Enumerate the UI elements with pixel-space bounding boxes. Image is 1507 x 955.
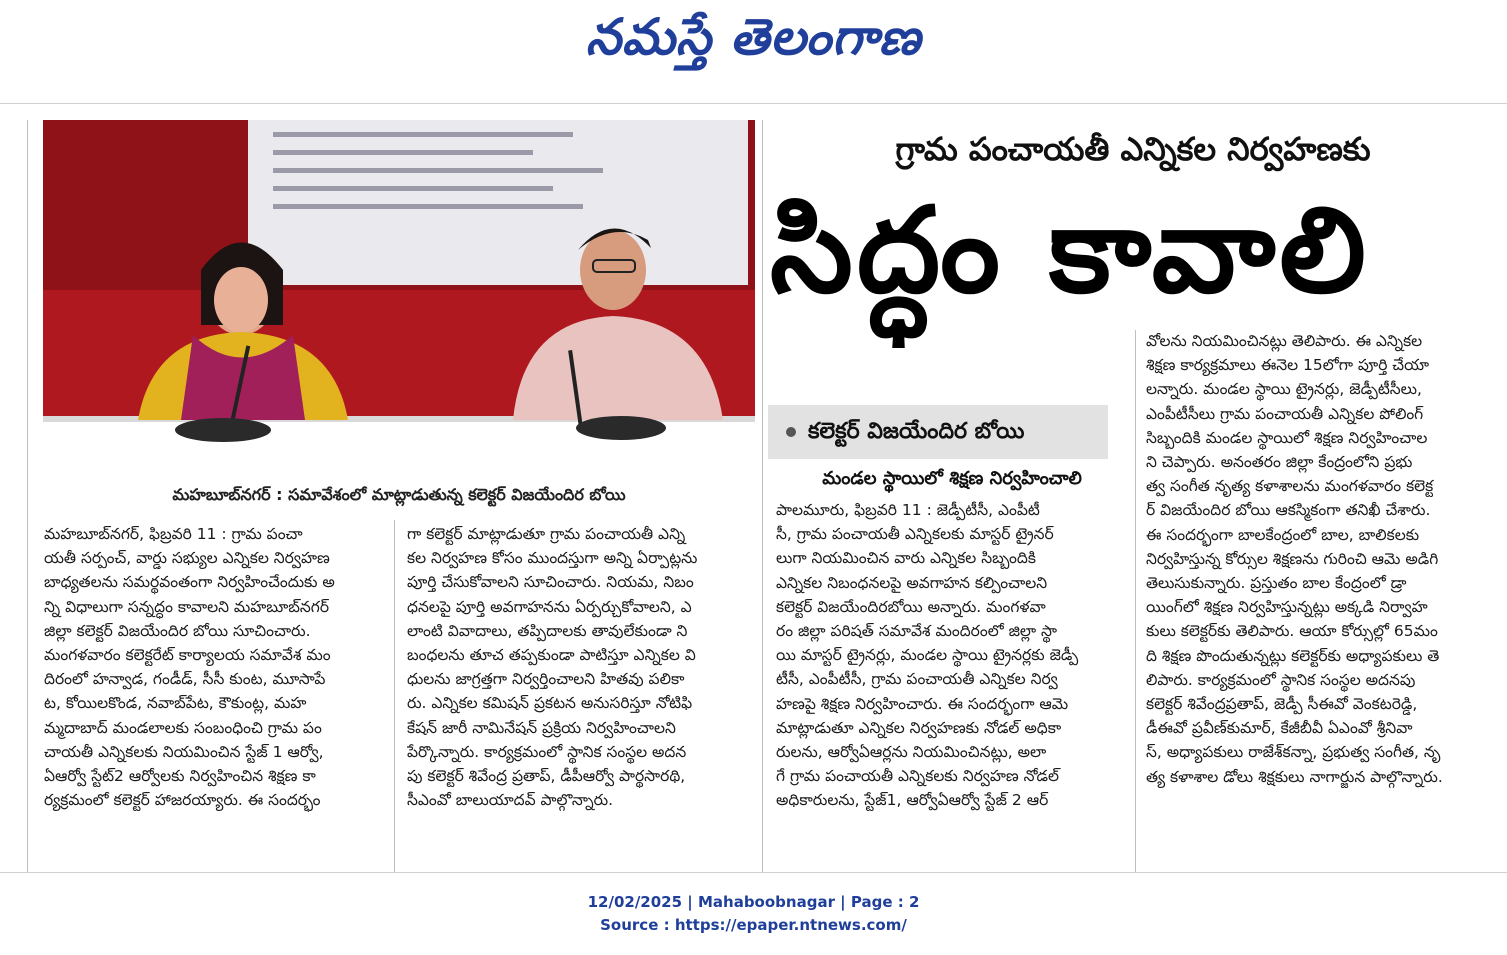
text-line: కులు కలెక్టర్‌కు తెలిపారు. ఆయా కోర్సుల్లో 65మం — [1146, 622, 1438, 641]
text-line: ధులను జాగ్రత్తగా నిర్వర్తించాలని హితవు పలికా — [407, 670, 685, 689]
text-line: ట, కోయిలకొండ, నవాబ్‌పేట, కౌకుంట్ల, మహ — [44, 694, 307, 713]
text-line: ర్యక్రమంలో కలెక్టర్ హాజరయ్యారు. ఈ సందర్భం — [44, 791, 321, 810]
text-line: త్య కళాశాల డోలు శిక్షకులు నాగార్జున పాల్గొన్నారు. — [1146, 767, 1443, 786]
text-line: అధికారులను, స్టేజ్1, ఆర్వోఏఆర్వో స్టేజ్ 2 ఆర్ — [776, 791, 1049, 810]
text-line: శిక్షణ కార్యక్రమాలు ఈనెల 15లోగా పూర్తి చేయా — [1146, 356, 1429, 375]
text-line: యింగ్‌లో శిక్షణ నిర్వహిస్తున్నట్లు అక్కడి నిర్వాహ — [1146, 598, 1428, 617]
text-line: ఎంపీటీసీలు గ్రామ పంచాయతీ ఎన్నికల పోలింగ్ — [1146, 404, 1424, 423]
article-column-2 — [407, 522, 755, 812]
text-line: నిర్వహిస్తున్న కోర్సుల శిక్షణను గురించి ఆమె అడిగి — [1146, 549, 1439, 568]
text-line: కల నిర్వహణ కోసం ముందస్తుగా అన్ని ఏర్పాట్లను — [407, 549, 698, 568]
footer-date-edition: 12/02/2025 | Mahaboobnagar | Page : 2 — [587, 893, 920, 911]
text-line: లిపారు. కార్యక్రమంలో స్థానిక సంస్థల అదనపు — [1146, 670, 1416, 689]
photo-caption: మహబూబ్‌నగర్ : సమావేశంలో మాట్లాడుతున్న కలెక్టర్ విజయేందిర బోయి — [172, 485, 626, 504]
text-line: సీ, గ్రామ పంచాయతీ ఎన్నికలకు మాస్టర్ ట్రైనర్ — [776, 525, 1054, 544]
masthead-divider — [0, 103, 1507, 104]
text-line: చాయతీ ఎన్నికలకు నియమించిన స్టేజ్ 1 ఆర్వో, — [44, 742, 324, 761]
text-line: లన్నారు. మండల స్థాయి ట్రైనర్లు, జెడ్పీటీసీలు, — [1146, 380, 1422, 399]
text-line: కలెక్టర్ విజయేందిరబోయి అన్నారు. మంగళవా — [776, 597, 1046, 616]
text-line: బంధలను తూచ తప్పకుండా పాటిస్తూ ఎన్నికల వి — [407, 646, 696, 665]
masthead — [0, 0, 1507, 100]
text-line: కలెక్టర్ శివేంద్రప్రతాప్, జెడ్పీ సీఈవో వెంకటరెడ్డి, — [1146, 695, 1418, 714]
column-divider — [762, 120, 763, 872]
text-line: ఈ సందర్భంగా బాలకేంద్రంలో బాల, బాలికలకు — [1146, 525, 1420, 544]
article-subhead: మండల స్థాయిలో శిక్షణ నిర్వహించాలి — [822, 468, 1082, 489]
text-line: యి మాస్టర్ ట్రైనర్లు, మండల స్థాయి ట్రైనర్లకు జెడ్పీ — [776, 646, 1079, 665]
footer-source-link[interactable]: Source : https://epaper.ntnews.com/ — [600, 916, 907, 934]
text-line: గే గ్రామ పంచాయతీ ఎన్నికలకు నిర్వహణ నోడల్ — [776, 767, 1059, 786]
text-line: సీఎంవో బాలుయాదవ్ పాల్గొన్నారు. — [407, 791, 614, 810]
article-column-1 — [44, 522, 388, 812]
masthead-logo: నమస్తే తెలంగాణ — [585, 8, 922, 66]
text-line: పాలమూరు, ఫిబ్రవరి 11 : జెడ్పీటీసీ, ఎంపీటీ — [776, 501, 1040, 519]
text-line: పు కలెక్టర్ శివేంద్ర ప్రతాప్, డీపీఆర్వో పార్థసారథి, — [407, 767, 686, 786]
text-line: యతీ సర్పంచ్, వార్డు సభ్యుల ఎన్నికల నిర్వహణ — [44, 549, 330, 568]
text-line: న్ని విధాలుగా సన్నద్ధం కావాలని మహబూబ్‌నగర్ — [44, 597, 330, 616]
text-line: రం జిల్లా పరిషత్ సమావేశ మందిరంలో జిల్లా స్థా — [776, 622, 1058, 641]
bullet-icon — [786, 427, 796, 437]
text-line: గా కలెక్టర్ మాట్లాడుతూ గ్రామ పంచాయతీ ఎన్ని — [407, 525, 686, 543]
byline-box — [768, 405, 1108, 459]
text-line: రు. ఎన్నికల కమిషన్ ప్రకటన అనుసరిస్తూ నోటిఫి — [407, 694, 693, 713]
text-line: ది శిక్షణ పొందుతున్నట్లు కలెక్టర్‌కు అధ్యాపకులు తె — [1146, 646, 1440, 665]
text-line: వోలను నియమించినట్లు తెలిపారు. ఈ ఎన్నికల — [1146, 332, 1423, 350]
text-line: మహబూబ్‌నగర్, ఫిబ్రవరి 11 : గ్రామ పంచా — [44, 525, 303, 543]
text-line: ఏఆర్వో స్టేట్2 ఆర్వోలకు నిర్వహించిన శిక్షణ కా — [44, 767, 316, 786]
text-line: తెలుసుకున్నారు. ప్రస్తుతం బాల కేంద్రంలో డ్రా — [1146, 574, 1407, 593]
text-line: ధనలపై పూర్తి అవగాహనను ఏర్పర్చుకోవాలని, ఎ — [407, 597, 692, 616]
text-line: ర్ విజయేందిర బోయి ఆకస్మికంగా తనిఖీ చేశారు. — [1146, 501, 1431, 520]
text-line: కేషన్ జారీ నామినేషన్ ప్రక్రియ నిర్వహించాలని — [407, 718, 676, 737]
column-divider — [1135, 330, 1136, 872]
article-column-3 — [776, 498, 1128, 813]
text-line: బాధ్యతలను సమర్థవంతంగా నిర్వహించేందుకు అ — [44, 573, 335, 592]
text-line: మ్మదాబాద్ మండలాలకు సంబంధించి గ్రామ పం — [44, 718, 322, 737]
column-divider — [394, 520, 395, 872]
text-line: స్, అధ్యాపకులు రాజేశ్‌కన్నా, ప్రభుత్వ సంగీత, నృ — [1146, 743, 1441, 762]
article-column-4 — [1146, 329, 1500, 789]
text-line: మంగళవారం కలెక్టరేట్ కార్యాలయ సమావేశ మం — [44, 646, 331, 665]
text-line: సిబ్బందికి మండల స్థాయిలో శిక్షణ నిర్వహించాల — [1146, 428, 1428, 447]
column-divider — [27, 120, 28, 872]
text-line: టీసీ, ఎంపీటీసీ, గ్రామ పంచాయతీ ఎన్నికల నిర్వ — [776, 670, 1058, 689]
text-line: త్వ సంగీత నృత్య కళాశాలను మంగళవారం కలెక్ట — [1146, 477, 1434, 496]
text-line: మాట్లాడుతూ ఎన్నికల నిర్వహణకు నోడల్ అధికా — [776, 718, 1062, 737]
text-line: దిరంలో హన్వాడ, గండీడ్, సీసీ కుంట, మూసాపే — [44, 670, 326, 689]
article-headline: సిద్ధం కావాలి — [770, 181, 1370, 319]
byline: కలెక్టర్ విజయేందిర బోయి — [808, 419, 1025, 444]
text-line: పూర్తి చేసుకోవాలని సూచించారు. నియమ, నిబం — [407, 573, 694, 592]
text-line: లుగా నియమించిన వారు ఎన్నికల సిబ్బందికి — [776, 549, 1036, 568]
text-line: జిల్లా కలెక్టర్ విజయేందిర బోయి సూచించారు. — [44, 621, 311, 640]
article-photo — [43, 120, 755, 475]
text-line: ఎన్నికల నిబంధనలపై అవగాహన కల్పించాలని — [776, 573, 1048, 592]
text-line: ని చెప్పారు. అనంతరం జిల్లా కేంద్రంలోని ప్రభు — [1146, 453, 1413, 472]
article-kicker: గ్రామ పంచాయతీ ఎన్నికల నిర్వహణకు — [895, 130, 1371, 168]
text-line: పేర్కొన్నారు. కార్యక్రమంలో స్థానిక సంస్థల అదన — [407, 742, 687, 761]
page-bottom-rule — [0, 872, 1507, 873]
text-line: లాంటి వివాదాలు, తప్పిదాలకు తావులేకుండా ని — [407, 621, 688, 640]
text-line: హణపై శిక్షణ నిర్వహించారు. ఈ సందర్భంగా ఆమె — [776, 694, 1069, 713]
text-line: డీఈవో ప్రవీణ్‌కుమార్, కేజీబీవీ ఏఎంవో శ్రీనివా — [1146, 719, 1413, 738]
text-line: రులను, ఆర్వోఏఆర్లను నియమించినట్లు, అలా — [776, 743, 1047, 762]
